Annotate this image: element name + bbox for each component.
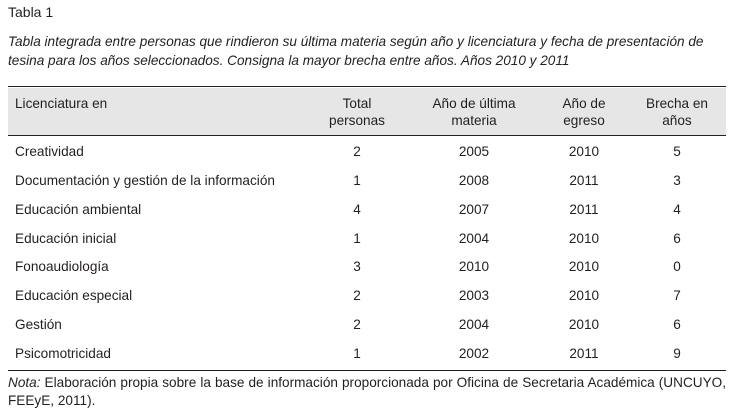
header-licenciatura: Licenciatura en — [15, 96, 108, 111]
cell-licenciatura: Educación inicial — [15, 231, 117, 246]
note-label: Nota: — [8, 375, 41, 390]
cell-total: 1 — [353, 231, 361, 246]
cell-total: 2 — [353, 317, 361, 332]
cell-licenciatura: Educación especial — [15, 288, 133, 303]
cell-licenciatura: Educación ambiental — [15, 202, 142, 217]
cell-ultima: 2007 — [458, 202, 490, 217]
cell-brecha: 3 — [673, 173, 681, 188]
cell-ultima: 2005 — [458, 144, 490, 159]
cell-egreso: 2010 — [568, 144, 600, 159]
cell-total: 4 — [353, 202, 361, 217]
cell-total: 2 — [353, 144, 361, 159]
cell-ultima: 2003 — [458, 288, 490, 303]
cell-brecha: 6 — [673, 231, 681, 246]
cell-licenciatura: Fonoaudiología — [15, 259, 109, 274]
cell-licenciatura: Psicomotricidad — [15, 346, 111, 361]
cell-egreso: 2010 — [568, 288, 600, 303]
header-brecha: Brecha en años — [646, 96, 708, 128]
cell-total: 2 — [353, 288, 361, 303]
cell-total: 1 — [353, 173, 361, 188]
cell-brecha: 5 — [673, 144, 681, 159]
cell-licenciatura: Gestión — [15, 317, 62, 332]
cell-egreso: 2011 — [569, 202, 599, 217]
table-top-rule — [8, 86, 726, 87]
table-label: Tabla 1 — [8, 4, 54, 20]
header-egreso: Año de egreso — [562, 96, 606, 128]
table-bottom-rule — [8, 370, 726, 371]
cell-brecha: 7 — [673, 288, 681, 303]
cell-ultima: 2008 — [458, 173, 490, 188]
note-text: Elaboración propia sobre la base de información proporcionada por Oficina de Secretaria Académica (UNCUYO, FEEyE, 2011). — [8, 375, 726, 408]
cell-total: 1 — [353, 346, 361, 361]
cell-brecha: 0 — [673, 259, 681, 274]
cell-egreso: 2010 — [568, 317, 600, 332]
cell-licenciatura: Creatividad — [15, 144, 84, 159]
table-note — [8, 374, 726, 410]
cell-ultima: 2004 — [458, 231, 490, 246]
cell-ultima: 2002 — [458, 346, 490, 361]
table-header-rule — [8, 135, 726, 136]
table-caption: Tabla integrada entre personas que rindieron su última materia según año y licenciatura y fecha de presentación de tesina para los años seleccionados. Consigna la mayor brecha entre años. Años 2010 y 2011 — [8, 34, 704, 68]
header-total: Total personas — [329, 96, 385, 128]
cell-brecha: 9 — [673, 346, 681, 361]
cell-brecha: 4 — [673, 202, 681, 217]
cell-egreso: 2010 — [568, 259, 600, 274]
cell-licenciatura: Documentación y gestión de la información — [15, 173, 275, 188]
cell-egreso: 2010 — [568, 231, 600, 246]
cell-ultima: 2004 — [458, 317, 490, 332]
cell-total: 3 — [353, 259, 361, 274]
header-ultima-materia: Año de última materia — [432, 96, 516, 128]
cell-brecha: 6 — [673, 317, 681, 332]
cell-egreso: 2011 — [569, 173, 599, 188]
cell-ultima: 2010 — [458, 259, 490, 274]
cell-egreso: 2011 — [569, 346, 599, 361]
